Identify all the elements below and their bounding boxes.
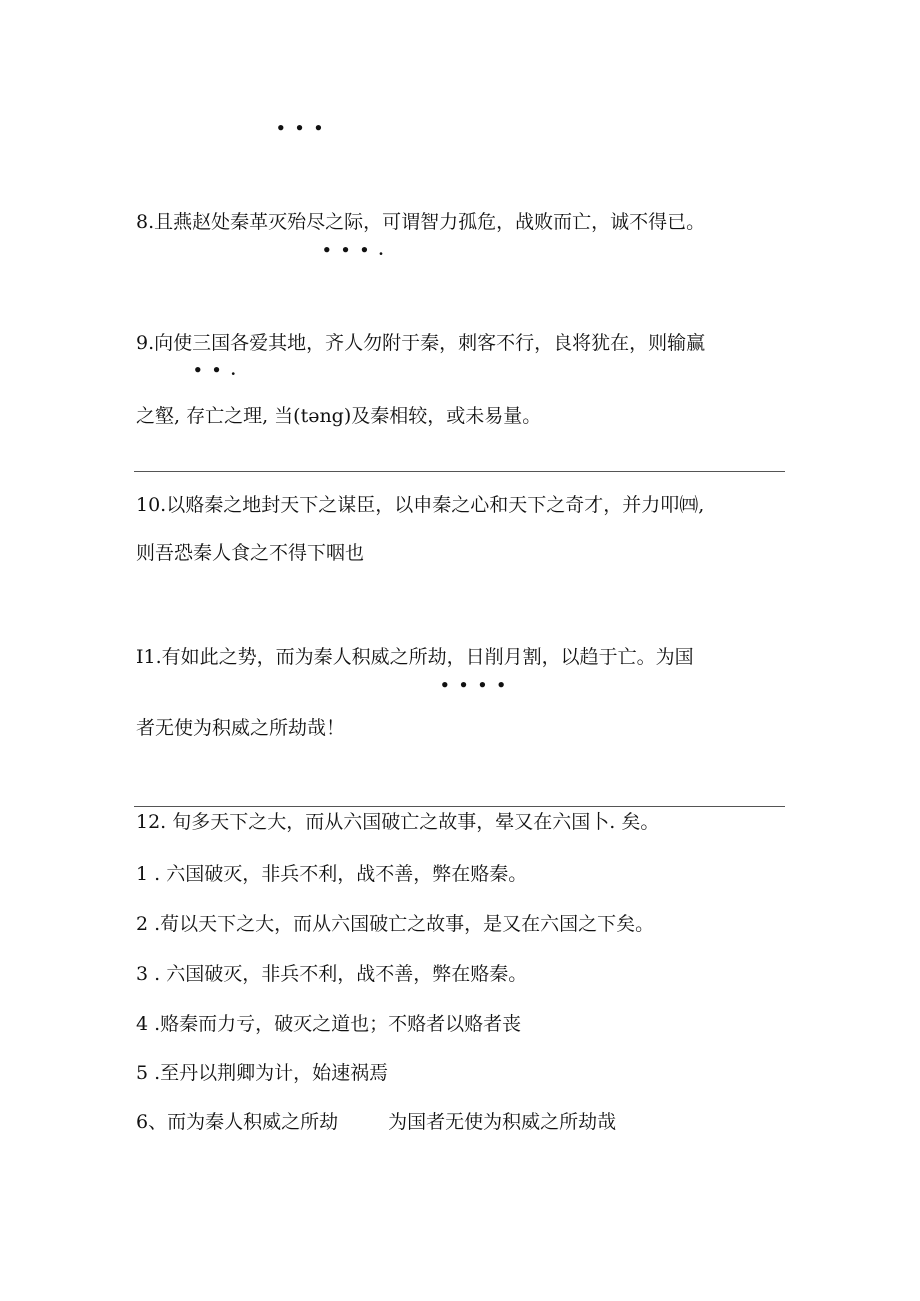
emphasis-dots-q9: • • .	[193, 361, 238, 379]
emphasis-dots-q8: • • • .	[322, 241, 386, 259]
divider	[134, 471, 785, 472]
question-10-line-1: 10.以赂秦之地封天下之谋臣，以申秦之心和天下之奇才，并力叩㈣,	[136, 494, 705, 516]
question-8: 8.且燕赵处秦革灭殆尽之际，可谓智力孤危，战败而亡，诚不得已。	[136, 211, 706, 233]
question-11-line-2: 者无使为积威之所劫哉！	[136, 717, 346, 739]
emphasis-dots-top: • • •	[276, 119, 326, 137]
answer-6	[136, 1110, 616, 1134]
answer-3: 3 . 六国破灭，非兵不利，战不善，弊在赂秦。	[136, 963, 528, 985]
answer-1: 1 . 六国破灭，非兵不利，战不善，弊在赂秦。	[136, 863, 528, 885]
answer-2: 2 .荀以天下之大，而从六国破亡之故事，是又在六国之下矣。	[136, 913, 655, 935]
question-9-line-2: 之壑, 存亡之理, 当(tǝng)及秦相较，或未易量。	[136, 405, 542, 427]
answer-6-part-2: 为国者无使为积威之所劫哉	[388, 1111, 617, 1133]
question-11-line-1: I1.有如此之势，而为秦人积威之所劫，日削月割，以趋于亡。为国	[136, 646, 694, 668]
emphasis-dots-q11: • • • •	[440, 676, 509, 694]
question-10-line-2: 则吾恐秦人食之不得下咽也	[136, 542, 365, 564]
question-12: 12. 旬多天下之大，而从六国破亡之故事，晕又在六国卜. 矣。	[136, 811, 660, 833]
answer-5: 5 .至丹以荆卿为计，始速祸焉	[136, 1062, 389, 1084]
answer-6-part-1: 6、而为秦人积威之所劫	[136, 1111, 339, 1133]
answer-4: 4 .赂秦而力亏，破灭之道也；不赂者以赂者丧	[136, 1013, 522, 1035]
question-9-line-1: 9.向使三国各爱其地，齐人勿附于秦，刺客不行，良将犹在，则输赢	[136, 332, 706, 354]
divider	[134, 806, 785, 807]
